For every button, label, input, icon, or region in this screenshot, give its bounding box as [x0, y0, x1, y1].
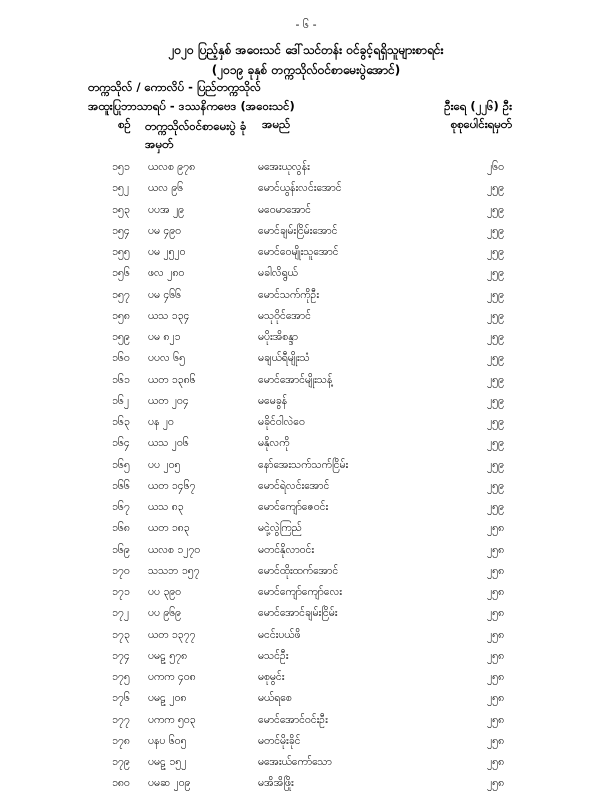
row-roll-number: ပကက ၅၀၃ — [148, 713, 196, 726]
table-row — [0, 179, 612, 200]
header-total-marks: စုစုပေါင်းရမှတ် — [450, 117, 512, 131]
row-roll-number: ပပ ၃၉၀ — [148, 586, 182, 598]
row-roll-number: ယတ ၂၀၄ — [148, 394, 189, 407]
row-serial: ၁၅၅ — [112, 246, 130, 258]
row-name: မပိုးအိစန္ဒာ — [258, 331, 298, 343]
row-mark: ၂၅၈ — [487, 671, 505, 683]
row-name: မအိအိဖြိုး — [258, 777, 294, 790]
header-roll-number: တက္ကသိုလ်ဝင်စာမေးပွဲ ခုံအမှတ် — [145, 119, 247, 151]
subject-label: အထူးပြုဘာသာရပ် - ဒဿနိကဗေဒ (အဝေးသင်) — [88, 99, 295, 113]
table-row — [0, 307, 612, 328]
row-roll-number: ပမ ၈၂၁ — [148, 331, 181, 343]
table-row — [0, 562, 612, 583]
header-serial: စဉ် — [118, 117, 131, 131]
table-row — [0, 243, 612, 264]
table-row — [0, 647, 612, 668]
table-row — [0, 264, 612, 285]
row-roll-number: ဖလ ၂၈၀ — [148, 267, 185, 280]
table-row — [0, 689, 612, 710]
row-roll-number: ပမ ၂၅၂၀ — [148, 246, 186, 258]
row-mark: ၂၅၈ — [487, 756, 505, 768]
row-name: မတင်နိုလာဝင်း — [258, 543, 315, 556]
table-row — [0, 519, 612, 540]
row-mark: ၂၅၉ — [487, 394, 504, 407]
row-roll-number: ပနပ ၆၀၅ — [148, 734, 187, 747]
row-mark: ၂၅၈ — [487, 607, 505, 620]
row-name: မဝေမာအောင် — [258, 203, 311, 216]
row-roll-number: ပမ ၄၆၆ — [148, 288, 182, 301]
row-mark: ၂၅၉ — [487, 267, 504, 280]
row-name: မောင်ထိုးထက်အောင် — [258, 564, 339, 577]
table-row — [0, 626, 612, 647]
table-row — [0, 477, 612, 498]
row-roll-number: ယတ ၁၈၃ — [148, 522, 190, 535]
row-name: မမေခွန် — [258, 394, 288, 407]
table-row — [0, 498, 612, 519]
row-name: မောင်ကျော်ဇေဝင်း — [258, 501, 329, 513]
table-row — [0, 413, 612, 434]
row-mark: ၂၅၉ — [487, 416, 504, 428]
row-serial: ၁၅၁ — [112, 161, 130, 173]
row-serial: ၁၇၁ — [112, 586, 130, 598]
row-roll-number: ယလ ၉၆ — [148, 182, 184, 195]
document-title: ၂၀၂၀ ပြည့်နှစ် အဝေးသင် ဒေါ်သင်တန်း ဝင်ခွင့်ရရှိသူများစာရင်း — [168, 43, 444, 57]
row-roll-number: ပမဠ ၁၅၂ — [148, 756, 187, 768]
table-row — [0, 732, 612, 753]
row-roll-number: ပမဆ ၂၀၉ — [148, 777, 191, 790]
table-row — [0, 668, 612, 689]
university-label: တက္ကသိုလ် / ကောလိပ် - ပြည်တက္ကသိုလ် — [88, 80, 261, 94]
row-mark: ၂၅၉ — [487, 246, 504, 258]
row-roll-number: ယသ ၈၃ — [148, 501, 184, 513]
table-row — [0, 222, 612, 243]
row-mark: ၂၅၈ — [487, 734, 505, 747]
row-name: မသင်ဦး — [258, 649, 289, 662]
row-serial: ၁၆၂ — [112, 394, 129, 407]
row-serial: ၁၆၇ — [112, 501, 130, 513]
row-mark: ၂၅၈ — [487, 522, 505, 535]
row-serial: ၁၆၃ — [112, 416, 130, 428]
row-name: မောင်ရဲလင်းအောင် — [258, 479, 330, 492]
row-roll-number: ပမဠ ၅၇၈ — [148, 649, 188, 662]
row-roll-number: ယတ ၁၃၈၆ — [148, 373, 196, 386]
row-roll-number: ပပအ ၂၉ — [148, 203, 185, 216]
table-row — [0, 286, 612, 307]
row-serial: ၁၇၂ — [112, 607, 129, 620]
row-serial: ၁၈၀ — [112, 777, 130, 790]
results-table — [0, 158, 612, 796]
row-mark: ၂၅၈ — [487, 586, 505, 598]
row-serial: ၁၅၄ — [112, 224, 130, 237]
row-name: မစုမွင်း — [258, 671, 285, 683]
row-mark: ၂၅၉ — [487, 458, 504, 471]
row-serial: ၁၇၄ — [112, 649, 130, 662]
table-row — [0, 349, 612, 370]
row-serial: ၁၆၆ — [112, 479, 130, 492]
row-mark: ၂၅၈ — [487, 713, 505, 726]
row-roll-number: ပပလ ၆၅ — [148, 352, 185, 365]
row-name: မောင်ယွန်းလင်းအောင် — [258, 182, 342, 195]
row-name: မောင်သက်ကိုဦး — [258, 288, 320, 301]
row-roll-number: သသဘ ၁၅၇ — [148, 564, 200, 577]
table-row — [0, 328, 612, 349]
row-serial: ၁၇၉ — [112, 756, 130, 768]
row-name: မအေးယ်ကော်သော — [258, 756, 332, 768]
row-name: မောင်အောင်မျိုးသန့် — [258, 373, 333, 386]
row-serial: ၁၅၉ — [112, 331, 130, 343]
row-name: မောင်ကျော်ကျော်လေး — [258, 586, 342, 598]
row-serial: ၁၆၅ — [112, 458, 130, 471]
row-serial: ၁၇၇ — [112, 713, 130, 726]
table-row — [0, 158, 612, 179]
row-roll-number: ပပ ၂၀၅ — [148, 458, 181, 471]
row-serial: ၁၅၂ — [112, 182, 129, 195]
row-roll-number: ပပ ၉၆၉ — [148, 607, 182, 620]
row-serial: ၁၇၆ — [112, 692, 130, 705]
document-subtitle: (၂၀၁၉ ခုနှစ် တက္ကသိုလ်ဝင်စာမေးပွဲအောင်) — [211, 63, 401, 77]
table-row — [0, 774, 612, 795]
row-serial: ၁၅၇ — [112, 288, 130, 301]
row-mark: ၂၅၉ — [487, 331, 504, 343]
table-row — [0, 753, 612, 774]
row-serial: ၁၅၆ — [112, 267, 130, 280]
row-roll-number: ပကက ၄၀၈ — [148, 671, 196, 683]
row-roll-number: ပန ၂၀ — [148, 416, 174, 428]
row-name: မောင်အောင်ချမ်းငြိမ်း — [258, 607, 338, 620]
row-serial: ၁၆၁ — [112, 373, 130, 386]
row-mark: ၂၅၈ — [487, 628, 505, 641]
row-name: မောင်ချမ်းငြိမ်းအောင် — [258, 224, 338, 237]
table-row — [0, 711, 612, 732]
row-roll-number: ယလစ ၉၇၈ — [148, 161, 196, 173]
row-name: မသုဝိုင်အောင် — [258, 309, 311, 322]
table-row — [0, 541, 612, 562]
row-roll-number: ပမ ၄၉၀ — [148, 224, 182, 237]
row-name: မယ်ရစေ — [258, 692, 292, 705]
row-serial: ၁၇၅ — [112, 671, 130, 683]
table-row — [0, 604, 612, 625]
row-mark: ၂၅၈ — [487, 564, 505, 577]
row-serial: ၁၇၃ — [112, 628, 130, 641]
row-serial: ၁၆၄ — [112, 437, 130, 450]
table-row — [0, 434, 612, 455]
row-serial: ၁၆၀ — [112, 352, 130, 365]
row-mark: ၂၅၈ — [487, 543, 505, 556]
row-serial: ၁၇၈ — [112, 734, 130, 747]
row-mark: ၂၅၉ — [487, 309, 504, 322]
row-name: နော်အေးသက်သက်ငြိမ်း — [258, 458, 349, 471]
row-serial: ၁၆၉ — [112, 543, 130, 556]
row-name: မနိုလကို — [258, 437, 290, 450]
row-mark: ၂၅၉ — [487, 373, 504, 386]
row-name: မခါလိရွယ် — [258, 267, 298, 280]
row-roll-number: ယသ ၂၀၆ — [148, 437, 189, 450]
row-name: မငုဲ့လွဲကြည် — [258, 522, 302, 535]
header-name: အမည် — [262, 117, 291, 131]
row-mark: ၂၅၈ — [487, 692, 505, 705]
row-mark: ၂၅၉ — [487, 288, 504, 301]
row-mark: ၂၅၈ — [487, 649, 505, 662]
row-serial: ၁၅၃ — [112, 203, 130, 216]
row-name: မောင်အောင်ဝင်းဦး — [258, 713, 328, 726]
count-label: ဦးရေ (၂၂၆) ဦး — [444, 99, 512, 113]
table-row — [0, 201, 612, 222]
row-serial: ၁၆၈ — [112, 522, 130, 535]
table-row — [0, 583, 612, 604]
row-roll-number: ယတ ၁၄၆၇ — [148, 479, 196, 492]
row-mark: ၂၅၈ — [487, 777, 505, 790]
row-serial: ၁၅၈ — [112, 309, 130, 322]
row-name: မခိုင်ဝါလဲဝေ — [258, 416, 305, 428]
row-name: မောင်ဝေမျိုးသူအောင် — [258, 246, 339, 258]
row-roll-number: ယတ ၁၃၇၇ — [148, 628, 196, 641]
row-name: မငင်းပယ်ဖိ — [258, 628, 301, 641]
table-row — [0, 371, 612, 392]
table-row — [0, 456, 612, 477]
table-row — [0, 392, 612, 413]
row-mark: ၂၆၀ — [487, 161, 504, 173]
row-mark: ၂၅၉ — [487, 352, 504, 365]
row-mark: ၂၅၉ — [487, 182, 504, 195]
row-name: မအေးယုလွန်း — [258, 161, 310, 173]
row-mark: ၂၅၉ — [487, 437, 504, 450]
row-mark: ၂၅၉ — [487, 224, 504, 237]
page-number: - ၆ - — [295, 18, 317, 31]
row-roll-number: ယလစ ၁၂၇၀ — [148, 543, 201, 556]
row-mark: ၂၅၉ — [487, 501, 504, 513]
row-roll-number: ပမဠ ၂၀၈ — [148, 692, 187, 705]
row-mark: ၂၅၉ — [487, 203, 504, 216]
row-name: မတင်မိုးခိုင် — [258, 734, 301, 747]
row-mark: ၂၅၉ — [487, 479, 504, 492]
row-roll-number: ယသ ၁၃၄ — [148, 309, 190, 322]
row-name: မချယ်ရီမျိုးသံ — [258, 352, 310, 365]
row-serial: ၁၇၀ — [112, 564, 130, 577]
